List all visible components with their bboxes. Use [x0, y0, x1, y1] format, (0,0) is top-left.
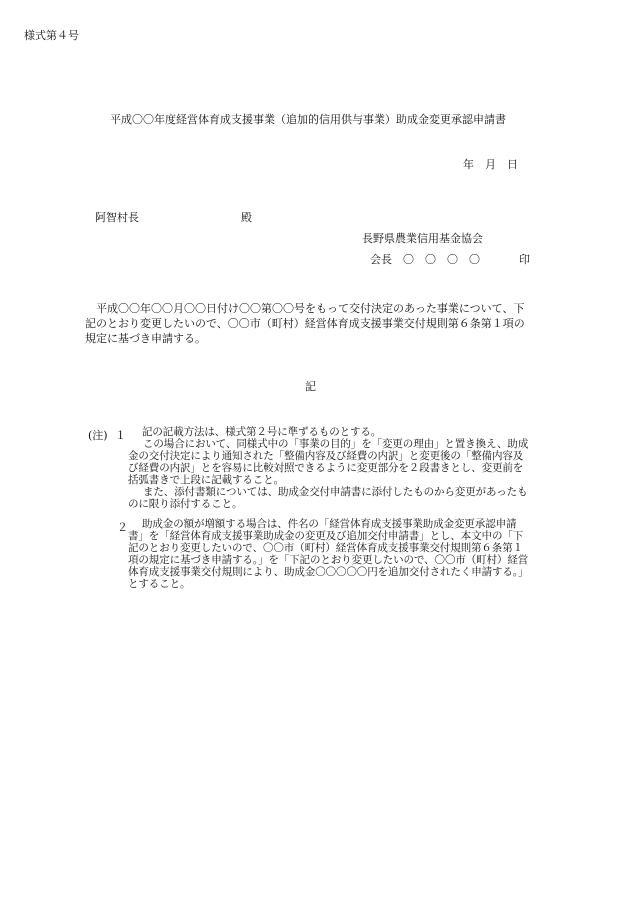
addressee-name: 阿智村長	[95, 211, 139, 224]
body-paragraph: 平成〇〇年〇〇月〇〇日付け〇〇第〇〇号をもって交付決定のあった事業について、下記のとおり変更したいので、〇〇市（町村）経営体育成支援事業交付規則第６条第１項の規定に基づき申請する。	[85, 302, 525, 345]
applicant-organization: 長野県農業信用基金協会	[362, 232, 483, 245]
seal-mark: 印	[519, 253, 530, 266]
note-1-paragraph-3: また、添付書類については、助成金交付申請書に添付したものから変更があったものに限り添付すること。	[128, 486, 528, 510]
note-1-paragraph-1: 記の記載方法は、様式第２号に準ずるものとする。	[142, 426, 382, 438]
date-line: 年 月 日	[463, 158, 518, 171]
note-1-number: １	[115, 429, 126, 442]
note-2-number: ２	[117, 521, 128, 534]
applicant-president: 会長 〇 〇 〇 〇	[370, 253, 480, 266]
addressee-honorific: 殿	[241, 211, 252, 224]
document-title: 平成〇〇年度経営体育成支援事業（追加的信用供与事業）助成金変更承認申請書	[110, 113, 506, 126]
notes-marker: (注)	[88, 429, 108, 442]
form-number: 様式第４号	[24, 29, 79, 42]
note-1-paragraph-2: この場合において、同様式中の「事業の目的」を「変更の理由」と置き換え、助成金の交付決定により通知された「整備内容及び経費の内訳」と変更後の「整備内容及び経費の内訳」とを容易に比較対照できるように変更部分を２段書きとし、変更前を括弧書きで上段に記載すること。	[128, 438, 529, 486]
ki-heading: 記	[305, 380, 316, 393]
note-2-paragraph: 助成金の額が増額する場合は、件名の「経営体育成支援事業助成金変更承認申請書」を「経営体育成支援事業助成金の変更及び追加交付申請書」とし、本文中の「下記のとおり変更したいので、〇〇市（町村）経営体育成支援事業交付規則第６条第１項の規定に基づき申請する。」を「下記のとおり変更したいので、〇〇市（町村）経営体育成支援事業交付規則により、助成金〇〇〇〇〇円を追加交付されたく申請する。」とすること。	[128, 518, 529, 590]
